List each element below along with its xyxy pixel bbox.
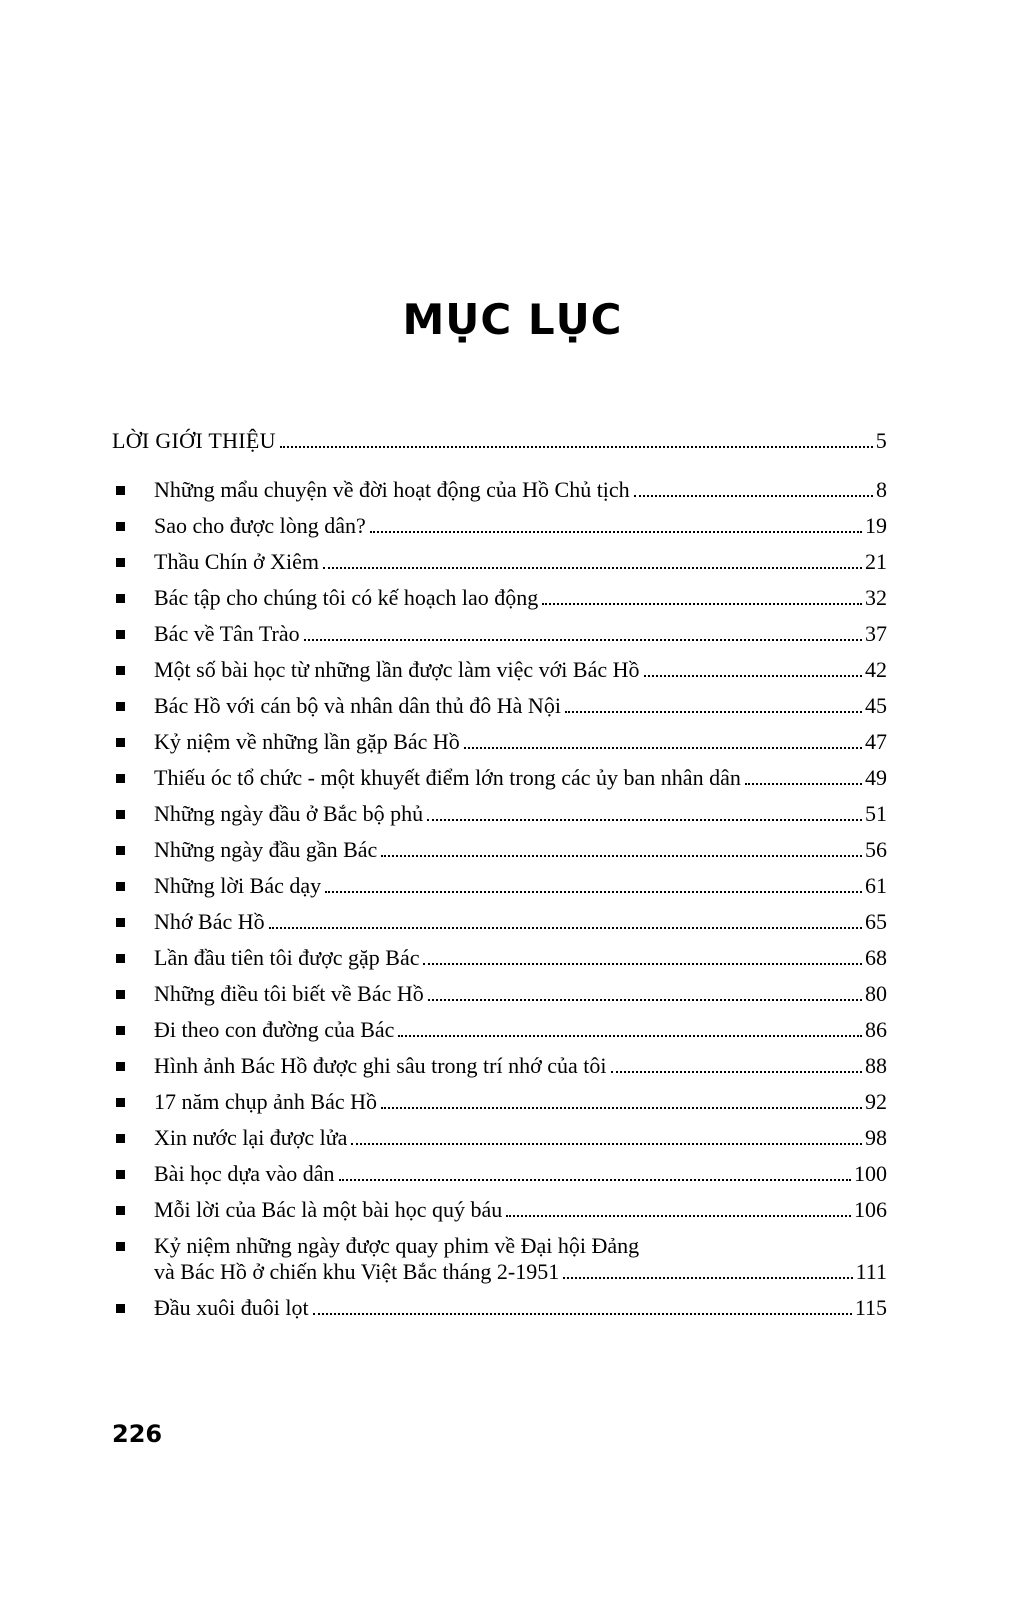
toc-entry[interactable] xyxy=(112,839,887,862)
leader-dots xyxy=(506,1215,851,1217)
toc-entry[interactable] xyxy=(112,1199,887,1222)
leader-dots xyxy=(351,1143,862,1145)
toc-entry-page: 56 xyxy=(865,837,887,862)
leader-dots xyxy=(428,999,862,1001)
leader-dots xyxy=(745,783,862,785)
toc-entry-label: Lần đầu tiên tôi được gặp Bác xyxy=(154,945,420,970)
leader-dots xyxy=(304,639,862,641)
toc-entry-label: Hình ảnh Bác Hồ được ghi sâu trong trí nhớ của tôi xyxy=(154,1053,607,1078)
toc-entry-page: 88 xyxy=(865,1053,887,1078)
toc-entry-label: Những điều tôi biết về Bác Hồ xyxy=(154,981,424,1006)
leader-dots xyxy=(423,963,862,965)
toc-entry[interactable] xyxy=(112,983,887,1006)
bullet-icon xyxy=(112,704,154,713)
leader-dots xyxy=(427,819,862,821)
bullet-icon xyxy=(112,1064,154,1073)
bullet-icon xyxy=(112,992,154,1001)
bullet-icon xyxy=(112,1208,154,1217)
toc-entry-page: 65 xyxy=(865,909,887,934)
toc-entry-label: Một số bài học từ những lần được làm việc với Bác Hồ xyxy=(154,657,640,682)
toc-entry[interactable] xyxy=(112,587,887,610)
bullet-icon xyxy=(112,920,154,929)
toc-entry-page: 21 xyxy=(865,549,887,574)
bullet-icon xyxy=(112,524,154,533)
toc-entry-label-line2: và Bác Hồ ở chiến khu Việt Bắc tháng 2-1951 xyxy=(154,1259,560,1284)
toc-entry-page: 98 xyxy=(865,1125,887,1150)
toc-entry-page: 8 xyxy=(876,477,887,502)
bullet-icon xyxy=(112,596,154,605)
leader-dots xyxy=(381,855,862,857)
leader-dots xyxy=(644,675,862,677)
toc-entry-label: Bác tập cho chúng tôi có kế hoạch lao động xyxy=(154,585,539,610)
toc-entry[interactable] xyxy=(112,1163,887,1186)
toc-entry-page: 49 xyxy=(865,765,887,790)
toc-entry-page: 106 xyxy=(854,1197,887,1222)
leader-dots xyxy=(323,567,862,569)
toc-entry-label: Sao cho được lòng dân? xyxy=(154,513,366,538)
toc-entry[interactable] xyxy=(112,731,887,754)
toc-entry-label: Nhớ Bác Hồ xyxy=(154,909,265,934)
leader-dots xyxy=(325,891,862,893)
toc-entry[interactable] xyxy=(112,1127,887,1150)
bullet-icon xyxy=(112,956,154,965)
toc-entry-page: 100 xyxy=(854,1161,887,1186)
toc-entry[interactable] xyxy=(112,1019,887,1042)
leader-dots xyxy=(313,1313,852,1315)
bullet-icon xyxy=(112,632,154,641)
toc-entry-label: Những ngày đầu gần Bác xyxy=(154,837,378,862)
page-number: 226 xyxy=(112,1420,163,1448)
table-of-contents xyxy=(112,430,887,1333)
bullet-icon xyxy=(112,740,154,749)
bullet-icon xyxy=(112,488,154,497)
toc-entry-label: Kỷ niệm những ngày được quay phim về Đại hội Đảng xyxy=(154,1233,640,1258)
toc-entry[interactable] xyxy=(112,551,887,574)
bullet-icon xyxy=(112,1100,154,1109)
toc-entry-label: Mỗi lời của Bác là một bài học quý báu xyxy=(154,1197,503,1222)
leader-dots xyxy=(398,1035,862,1037)
toc-entry-page: 51 xyxy=(865,801,887,826)
leader-dots xyxy=(611,1071,863,1073)
toc-entry-label: 17 năm chụp ảnh Bác Hồ xyxy=(154,1089,377,1114)
bullet-icon xyxy=(112,1028,154,1037)
bullet-icon xyxy=(112,1172,154,1181)
toc-entry[interactable] xyxy=(112,875,887,898)
toc-entry-page: 5 xyxy=(875,428,887,453)
leader-dots xyxy=(370,531,862,533)
toc-entry-page: 92 xyxy=(865,1089,887,1114)
leader-dots xyxy=(381,1107,862,1109)
toc-entry[interactable] xyxy=(112,623,887,646)
leader-dots xyxy=(269,927,862,929)
toc-entry[interactable] xyxy=(112,479,887,502)
toc-entry[interactable] xyxy=(112,1297,887,1320)
toc-entry[interactable] xyxy=(112,767,887,790)
leader-dots xyxy=(565,711,862,713)
bullet-icon xyxy=(112,668,154,677)
leader-dots xyxy=(634,495,873,497)
leader-dots xyxy=(563,1277,852,1279)
leader-dots xyxy=(542,603,862,605)
toc-entry[interactable] xyxy=(112,695,887,718)
bullet-icon xyxy=(112,884,154,893)
bullet-icon xyxy=(112,1136,154,1145)
toc-entry-page: 80 xyxy=(865,981,887,1006)
bullet-icon xyxy=(112,1244,154,1253)
toc-entry-label: Những lời Bác dạy xyxy=(154,873,322,898)
leader-dots xyxy=(339,1179,851,1181)
bullet-icon xyxy=(112,812,154,821)
page-title: MỤC LỤC xyxy=(402,295,623,344)
bullet-icon xyxy=(112,848,154,857)
toc-entry-page: 86 xyxy=(865,1017,887,1042)
bullet-icon xyxy=(112,776,154,785)
toc-entry-label: Những ngày đầu ở Bắc bộ phủ xyxy=(154,801,424,826)
bullet-icon xyxy=(112,560,154,569)
toc-entry[interactable] xyxy=(112,911,887,934)
toc-entry-page: 111 xyxy=(855,1259,887,1284)
toc-entry-page: 47 xyxy=(865,729,887,754)
toc-entry[interactable] xyxy=(112,803,887,826)
toc-entry-label: Bác Hồ với cán bộ và nhân dân thủ đô Hà Nội xyxy=(154,693,561,718)
toc-entry-label: Bài học dựa vào dân xyxy=(154,1161,335,1186)
toc-entry-page: 19 xyxy=(865,513,887,538)
toc-entry-label: Đi theo con đường của Bác xyxy=(154,1017,395,1042)
toc-entry-intro[interactable] xyxy=(112,430,887,453)
toc-entry-page: 37 xyxy=(865,621,887,646)
toc-entry-label: Đầu xuôi đuôi lọt xyxy=(154,1295,309,1320)
toc-entry[interactable] xyxy=(112,1235,887,1284)
toc-entry[interactable] xyxy=(112,659,887,682)
bullet-icon xyxy=(112,1306,154,1315)
toc-entry-label: Thiếu óc tổ chức - một khuyết điểm lớn trong các ủy ban nhân dân xyxy=(154,765,741,790)
toc-entry-page: 32 xyxy=(865,585,887,610)
leader-dots xyxy=(280,446,873,448)
toc-entry-label: Bác về Tân Trào xyxy=(154,621,300,646)
toc-entry-page: 42 xyxy=(865,657,887,682)
toc-entry-page: 45 xyxy=(865,693,887,718)
toc-entry-label: Xin nước lại được lửa xyxy=(154,1125,348,1150)
toc-entry-label: Thầu Chín ở Xiêm xyxy=(154,549,319,574)
toc-entry-label: LỜI GIỚI THIỆU xyxy=(112,428,276,453)
toc-entry[interactable] xyxy=(112,947,887,970)
leader-dots xyxy=(464,747,862,749)
toc-entry-label: Những mẩu chuyện về đời hoạt động của Hồ Chủ tịch xyxy=(154,477,630,502)
toc-entry[interactable] xyxy=(112,1091,887,1114)
toc-entry[interactable] xyxy=(112,515,887,538)
toc-entry[interactable] xyxy=(112,1055,887,1078)
toc-entry-page: 61 xyxy=(865,873,887,898)
toc-entry-page: 68 xyxy=(865,945,887,970)
toc-entry-label: Kỷ niệm về những lần gặp Bác Hồ xyxy=(154,729,460,754)
toc-entry-page: 115 xyxy=(854,1295,887,1320)
